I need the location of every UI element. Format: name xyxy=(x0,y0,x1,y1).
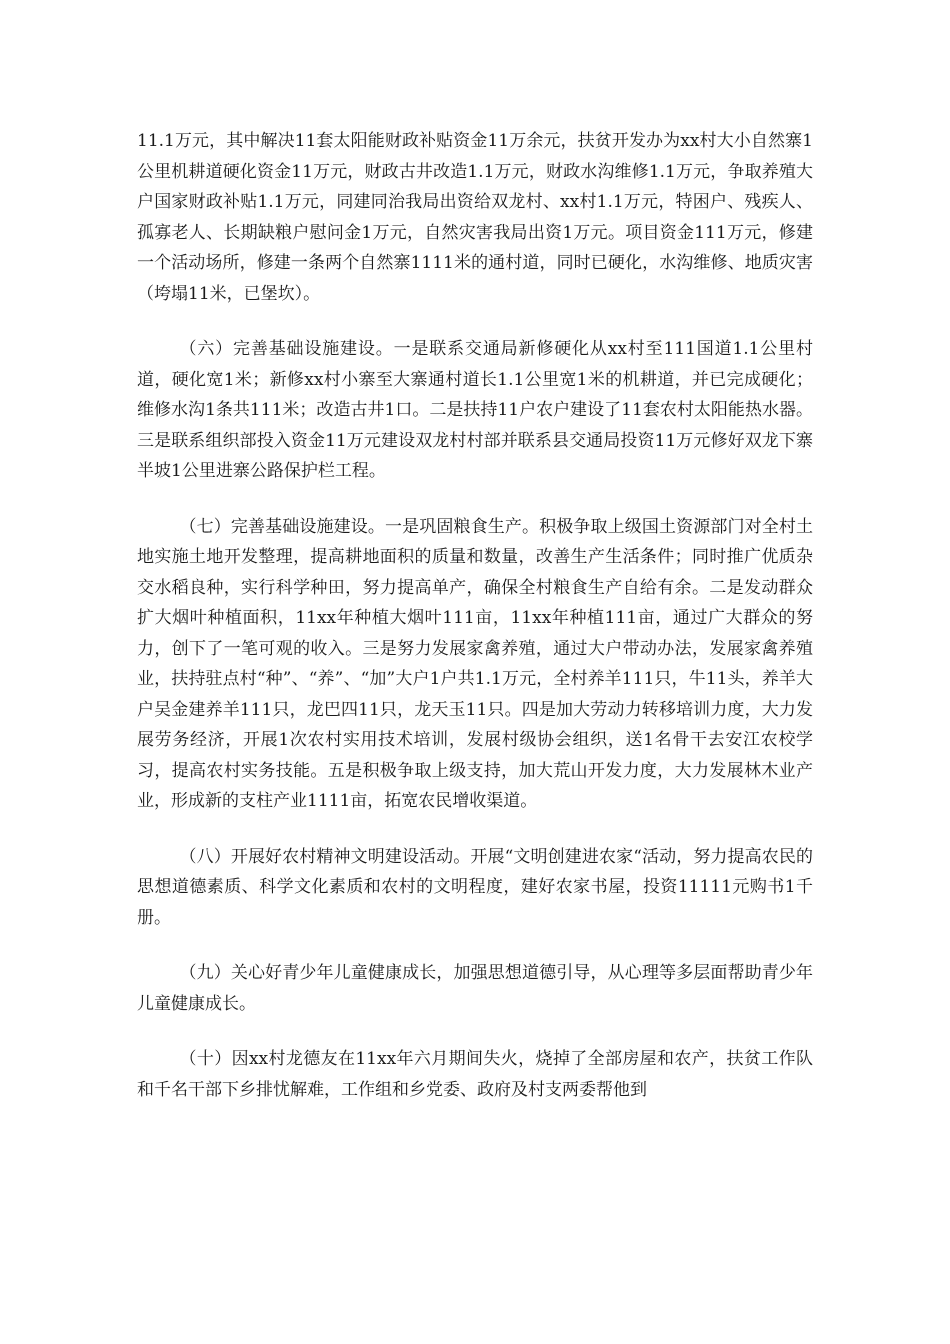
paragraph-funding-summary: 11.1万元，其中解决11套太阳能财政补贴资金11万余元，扶贫开发办为xx村大小自然寨1公里机耕道硬化资金11万元，财政古井改造1.1万元，财政水沟维修1.1万元，争取养殖大户国家财政补贴1.1万元，同建同治我局出资给双龙村、xx村1.1万元，特困户、残疾人、孤寡老人、长期缺粮户慰问金1万元，自然灾害我局出资1万元。项目资金111万元，修建一个活动场所，修建一条两个自然寨1111米的通村道，同时已硬化，水沟维修、地质灾害（垮塌11米，已堡坎）。 xyxy=(137,131,813,304)
document-body xyxy=(137,126,813,1130)
paragraph-section-9: （九）关心好青少年儿童健康成长，加强思想道德引导，从心理等多层面帮助青少年儿童健康成长。 xyxy=(137,963,813,1014)
paragraph-section-10: （十）因xx村龙德友在11xx年六月期间失火，烧掉了全部房屋和农产，扶贫工作队和千名干部下乡排忧解难，工作组和乡党委、政府及村支两委帮他到 xyxy=(137,1049,813,1100)
paragraph-section-7: （七）完善基础设施建设。一是巩固粮食生产。积极争取上级国土资源部门对全村土地实施土地开发整理，提高耕地面积的质量和数量，改善生产生活条件；同时推广优质杂交水稻良种，实行科学种田，努力提高单产，确保全村粮食生产自给有余。二是发动群众扩大烟叶种植面积，11xx年种植大烟叶111亩，11xx年种植111亩，通过广大群众的努力，创下了一笔可观的收入。三是努力发展家禽养殖，通过大户带动办法，发展家禽养殖业，扶持驻点村“种”、“养”、“加”大户1户共1.1万元，全村养羊111只，牛11头，养羊大户吴金建养羊111只，龙巴四11只，龙天玉11只。四是加大劳动力转移培训力度，大力发展劳务经济，开展1次农村实用技术培训，发展村级协会组织，送1名骨干去安江农校学习，提高农村实务技能。五是积极争取上级支持，加大荒山开发力度，大力发展林木业产业，形成新的支柱产业1111亩，拓宽农民增收渠道。 xyxy=(137,516,813,811)
paragraph-section-8: （八）开展好农村精神文明建设活动。开展“文明创建进农家“活动，努力提高农民的思想道德素质、科学文化素质和农村的文明程度，建好农家书屋，投资11111元购书1千册。 xyxy=(137,846,813,928)
paragraph-section-6: （六）完善基础设施建设。一是联系交通局新修硬化从xx村至111国道1.1公里村道，硬化宽1米；新修xx村小寨至大寨通村道长1.1公里宽1米的机耕道，并已完成硬化；维修水沟1条共111米；改造古井1口。二是扶持11户农户建设了11套农村太阳能热水器。三是联系组织部投入资金11万元建设双龙村村部并联系县交通局投资11万元修好双龙下寨半坡1公里进寨公路保护栏工程。 xyxy=(137,339,813,481)
